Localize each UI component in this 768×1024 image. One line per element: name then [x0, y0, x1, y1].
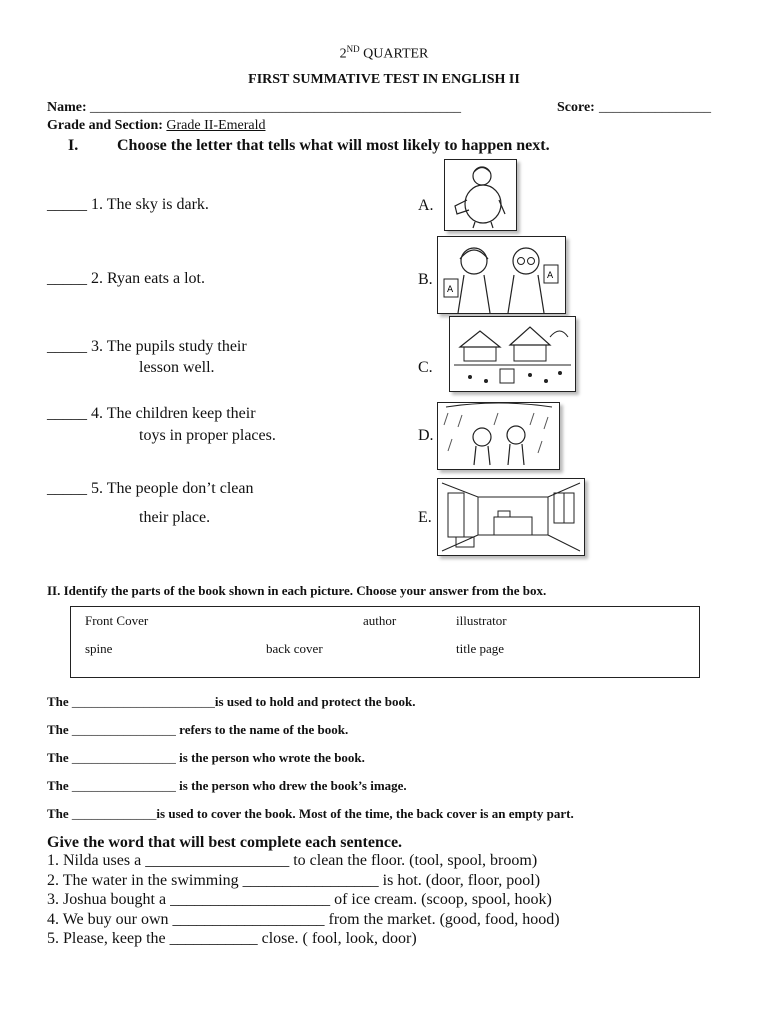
boy-with-big-belly-picture	[445, 160, 516, 230]
children-with-a-grade-papers-picture	[438, 237, 565, 313]
svg-text:A: A	[447, 285, 454, 295]
part2-sentence-5	[47, 806, 574, 822]
quarter-number: 2	[339, 46, 347, 62]
sentence-rest: refers to the name of the book.	[175, 722, 349, 737]
part2-sentence-3	[47, 750, 365, 766]
sentence-rest: is used to cover the book. Most of the time, the back cover is an empty part.	[156, 806, 574, 821]
question-3	[47, 338, 247, 356]
sentence-rest: is the person who drew the book’s image.	[175, 778, 407, 793]
question-1	[47, 196, 209, 214]
question-2	[47, 270, 205, 288]
sentence-the: The	[47, 806, 72, 821]
word-title-page: title page	[456, 641, 505, 656]
choice-letter-e: E.	[418, 509, 432, 526]
answer-blank[interactable]: _____	[47, 405, 87, 422]
picture-c	[449, 316, 576, 392]
question-4-continuation: toys in proper places.	[139, 427, 276, 444]
question-text: 4. The children keep their	[87, 405, 256, 422]
sentence-the: The	[47, 694, 72, 709]
word-author: author	[363, 613, 397, 628]
picture-a	[444, 159, 517, 231]
grade-section-row	[47, 118, 266, 134]
quarter-heading	[0, 44, 768, 63]
part3-item-2[interactable]: 2. The water in the swimming _________________ is hot. (door, floor, pool)	[47, 872, 541, 889]
sentence-rest: is used to hold and protect the book.	[214, 694, 416, 709]
sentence-the: The	[47, 750, 72, 765]
svg-text:A: A	[547, 271, 554, 281]
picture-b	[437, 236, 566, 314]
choice-letter-b: B.	[418, 271, 433, 288]
picture-d	[437, 402, 560, 470]
answer-blank[interactable]: _____________	[71, 806, 157, 821]
part1-numeral: I.	[68, 137, 79, 154]
word-back-cover: back cover	[266, 641, 323, 656]
question-text: 5. The people don’t clean	[87, 480, 254, 497]
word-bank-box	[70, 606, 700, 678]
tidy-bedroom-picture	[438, 479, 584, 555]
answer-blank[interactable]: _____	[47, 270, 87, 287]
score-blank[interactable]: ________________	[599, 100, 711, 115]
part2-sentence-1	[47, 694, 416, 710]
name-label: Name:	[47, 100, 87, 115]
question-text: 1. The sky is dark.	[87, 196, 209, 213]
answer-blank[interactable]: ______________________	[71, 694, 215, 709]
part2-sentence-2	[47, 722, 348, 738]
part3-item-4[interactable]: 4. We buy our own ___________________ from the market. (good, food, hood)	[47, 911, 560, 928]
answer-blank[interactable]: ________________	[71, 722, 176, 737]
part3-item-1[interactable]: 1. Nilda uses a __________________ to clean the floor. (tool, spool, broom)	[47, 852, 538, 869]
picture-e	[437, 478, 585, 556]
part2-sentence-4	[47, 778, 407, 794]
part2-instruction: II. Identify the parts of the book shown in each picture. Choose your answer from the box.	[47, 583, 547, 598]
part1-instruction: Choose the letter that tells what will most likely to happen next.	[117, 137, 550, 154]
quarter-suffix: ND	[346, 44, 360, 54]
choice-letter-a: A.	[418, 197, 434, 214]
test-title: FIRST SUMMATIVE TEST IN ENGLISH II	[248, 72, 520, 87]
part3-item-5[interactable]: 5. Please, keep the ___________ close. ( fool, look, door)	[47, 930, 417, 947]
answer-blank[interactable]: _____	[47, 338, 87, 355]
part3-instruction: Give the word that will best complete each sentence.	[47, 834, 403, 851]
name-blank[interactable]: _____________________________________________________	[90, 100, 461, 115]
question-text: 2. Ryan eats a lot.	[87, 270, 205, 287]
answer-blank[interactable]: _____	[47, 196, 87, 213]
question-5	[47, 480, 253, 498]
answer-blank[interactable]: ________________	[71, 778, 176, 793]
quarter-word: QUARTER	[359, 46, 429, 62]
word-spine: spine	[85, 641, 113, 656]
answer-blank[interactable]: _____	[47, 480, 87, 497]
question-text: 3. The pupils study their	[87, 338, 247, 355]
littered-village-picture	[450, 317, 575, 391]
answer-blank[interactable]: ________________	[71, 750, 176, 765]
score-label: Score:	[557, 100, 595, 115]
sentence-rest: is the person who wrote the book.	[175, 750, 365, 765]
question-5-continuation: their place.	[139, 509, 211, 526]
word-front-cover: Front Cover	[85, 613, 149, 628]
word-illustrator: illustrator	[456, 613, 507, 628]
grade-label: Grade and Section:	[47, 118, 167, 133]
question-4	[47, 405, 256, 423]
sentence-the: The	[47, 722, 72, 737]
choice-letter-c: C.	[418, 359, 433, 376]
question-3-continuation: lesson well.	[139, 359, 215, 376]
part3-item-3[interactable]: 3. Joshua bought a ____________________ of ice cream. (scoop, spool, hook)	[47, 891, 552, 908]
grade-value: Grade II-Emerald	[166, 118, 266, 133]
sentence-the: The	[47, 778, 72, 793]
choice-letter-d: D.	[418, 427, 434, 444]
children-in-rain-picture	[438, 403, 559, 469]
